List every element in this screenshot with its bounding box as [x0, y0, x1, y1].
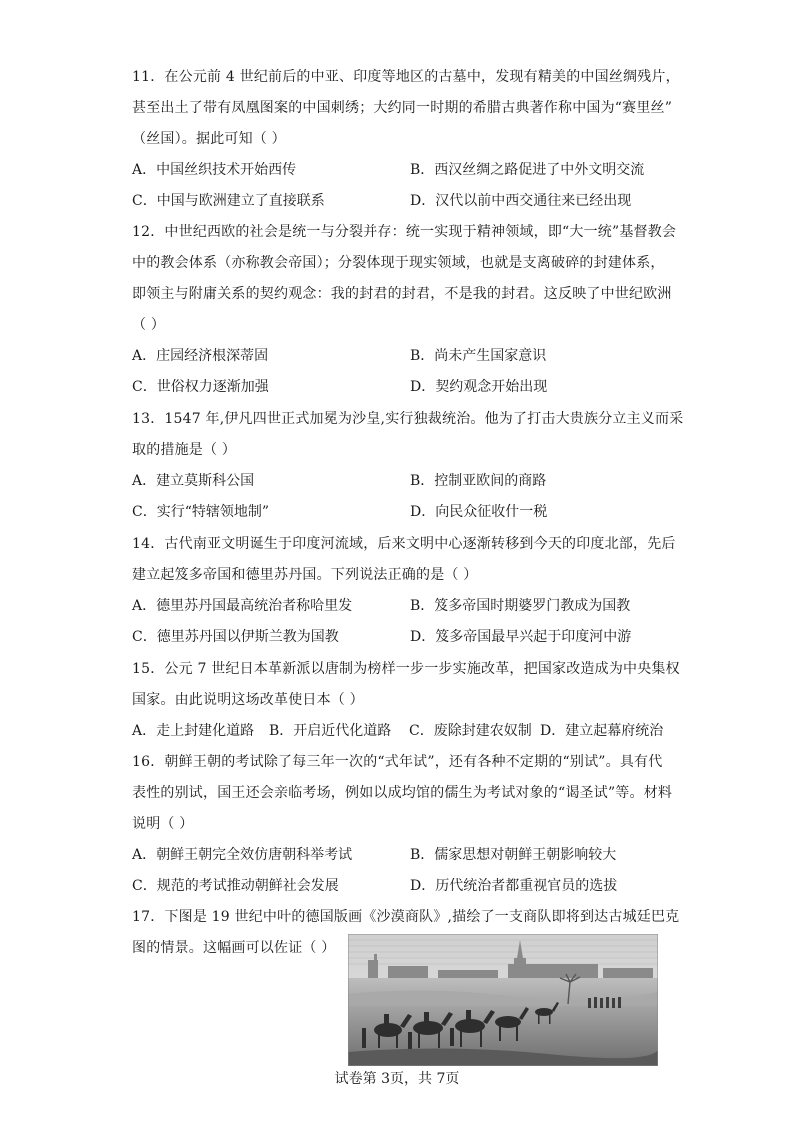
option-d[interactable]: D．笈多帝国最早兴起于印度河中游 — [410, 629, 632, 645]
option-a[interactable]: A．庄园经济根深蒂固 — [132, 348, 269, 364]
question-line: 图的情景。这幅画可以佐证（ ） — [132, 940, 336, 956]
question-15-stem — [132, 654, 680, 716]
question-11-stem — [132, 62, 680, 155]
question-line: （丝国）。据此可知（ ） — [132, 131, 286, 147]
question-14-options — [132, 591, 692, 653]
option-c[interactable]: C．实行“特辖领地制” — [132, 504, 270, 520]
question-line: 12．中世纪西欧的社会是统一与分裂并存：统一实现于精神领域，即“大一统”基督教会 — [132, 224, 677, 240]
question-line: 中的教会体系（亦称教会帝国）；分裂体现于现实领域，也就是支离破碎的封建体系， — [132, 255, 665, 271]
option-a[interactable]: A．中国丝织技术开始西传 — [132, 162, 297, 178]
question-16-options — [132, 840, 692, 902]
question-13-stem — [132, 404, 684, 466]
question-line: 15．公元 7 世纪日本革新派以唐制为榜样一步一步实施改革，把国家改造成为中央集权 — [132, 661, 680, 677]
option-a[interactable]: A．德里苏丹国最高统治者称哈里发 — [132, 598, 353, 614]
option-c[interactable]: C．规范的考试推动朝鲜社会发展 — [132, 878, 339, 894]
question-line: 14．古代南亚文明诞生于印度河流域，后来文明中心逐渐转移到今天的印度北部，先后 — [132, 536, 676, 552]
question-line: 说明（ ） — [132, 816, 194, 832]
option-c[interactable]: C．废除封建农奴制 — [409, 723, 532, 739]
option-d[interactable]: D．契约观念开始出现 — [410, 379, 548, 395]
question-line: 即领主与附庸关系的契约观念：我的封君的封君，不是我的封君。这反映了中世纪欧洲 — [132, 286, 672, 302]
option-d[interactable]: D．向民众征收什一税 — [410, 504, 548, 520]
question-line: 17．下图是 19 世纪中叶的德国版画《沙漠商队》,描绘了一支商队即将到达古城廷巴克 — [132, 909, 680, 925]
question-16-stem — [132, 747, 672, 840]
question-15-options — [132, 716, 692, 747]
question-line: 11．在公元前 4 世纪前后的中亚、印度等地区的古墓中，发现有精美的中国丝绸残片， — [132, 69, 680, 85]
option-d[interactable]: D．建立起幕府统治 — [540, 723, 664, 739]
option-c[interactable]: C．中国与欧洲建立了直接联系 — [132, 193, 325, 209]
question-line: 取的措施是（ ） — [132, 442, 237, 458]
option-b[interactable]: B．西汉丝绸之路促进了中外文明交流 — [410, 162, 645, 178]
question-line: （ ） — [132, 317, 166, 333]
question-11-options — [132, 155, 692, 217]
page-footer: 试卷第 3页，共 7页 — [334, 1071, 460, 1087]
option-a[interactable]: A．建立莫斯科公国 — [132, 473, 255, 489]
question-12-stem — [132, 217, 677, 341]
option-b[interactable]: B．开启近代化道路 — [269, 723, 392, 739]
question-line: 甚至出土了带有凤凰图案的中国刺绣；大约同一时期的希腊古典著作称中国为“赛里丝” — [132, 100, 673, 116]
option-d[interactable]: D．汉代以前中西交通往来已经出现 — [410, 193, 632, 209]
option-d[interactable]: D．历代统治者都重视官员的选拔 — [410, 878, 618, 894]
option-a[interactable]: A．朝鲜王朝完全效仿唐朝科举考试 — [132, 847, 353, 863]
option-a[interactable]: A．走上封建化道路 — [132, 723, 255, 739]
option-b[interactable]: B．控制亚欧间的商路 — [410, 473, 547, 489]
option-c[interactable]: C．世俗权力逐渐加强 — [132, 379, 269, 395]
question-line: 国家。由此说明这场改革使日本（ ） — [132, 692, 364, 708]
question-13-options — [132, 466, 692, 528]
question-14-stem — [132, 529, 676, 591]
question-line: 16．朝鲜王朝的考试除了每三年一次的“式年试”，还有各种不定期的“别试”。具有代 — [132, 754, 663, 770]
desert-caravan-engraving — [348, 934, 658, 1066]
question-line: 13．1547 年,伊凡四世正式加冕为沙皇,实行独裁统治。他为了打击大贵族分立主义而采 — [132, 411, 684, 427]
option-c[interactable]: C．德里苏丹国以伊斯兰教为国教 — [132, 629, 339, 645]
question-line: 表性的别试，国王还会亲临考场，例如以成均馆的儒生为考试对象的“谒圣试”等。材料 — [132, 785, 673, 801]
question-line: 建立起笈多帝国和德里苏丹国。下列说法正确的是（ ） — [132, 567, 478, 583]
question-12-options — [132, 341, 692, 403]
option-b[interactable]: B．尚未产生国家意识 — [410, 348, 547, 364]
option-b[interactable]: B．笈多帝国时期婆罗门教成为国教 — [410, 598, 631, 614]
option-b[interactable]: B．儒家思想对朝鲜王朝影响较大 — [410, 847, 617, 863]
